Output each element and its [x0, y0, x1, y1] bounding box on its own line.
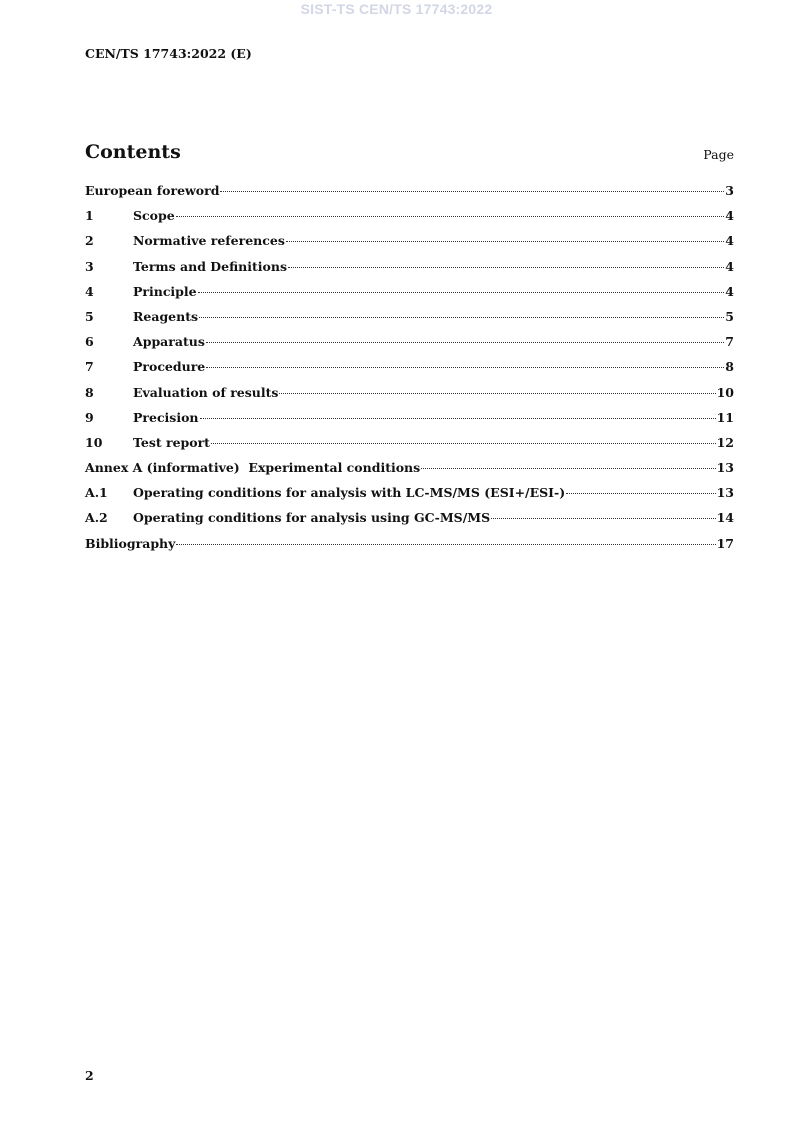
- page-column-label: Page: [703, 147, 734, 162]
- toc-entry-number: 2: [85, 233, 94, 249]
- toc-entry[interactable]: [85, 460, 734, 485]
- toc-entry-page: 10: [716, 384, 734, 400]
- toc-leader-dots: [176, 216, 725, 217]
- toc-entry[interactable]: [85, 510, 734, 535]
- toc-entry-title: Operating conditions for analysis using GC-MS/MS: [133, 510, 491, 526]
- toc-entry-title: Procedure: [133, 359, 206, 375]
- toc-entry[interactable]: [85, 208, 734, 233]
- toc-entry-page: 13: [716, 485, 734, 501]
- toc-entry-number: 10: [85, 434, 103, 450]
- toc-entry[interactable]: [85, 309, 734, 334]
- toc-entry-page: 13: [716, 460, 734, 476]
- toc-entry-number: 5: [85, 308, 94, 324]
- toc-leader-dots: [176, 544, 715, 545]
- toc-entry-title: Scope: [133, 208, 175, 224]
- toc-entry[interactable]: [85, 485, 734, 510]
- toc-leader-dots: [198, 292, 725, 293]
- toc-entry-page: 12: [716, 434, 734, 450]
- toc-entry[interactable]: [85, 435, 734, 460]
- toc-entry-title: Operating conditions for analysis with LC-MS/MS (ESI+/ESI-): [133, 485, 566, 501]
- toc-entry-title: Principle: [133, 283, 197, 299]
- toc-entry-page: 4: [725, 283, 734, 299]
- toc-entry-page: 14: [716, 510, 734, 526]
- toc-entry-page: 5: [725, 308, 734, 324]
- toc-entry[interactable]: [85, 359, 734, 384]
- table-of-contents: [85, 183, 734, 561]
- contents-title: Contents: [85, 141, 181, 163]
- toc-entry-title: Bibliography: [85, 535, 176, 551]
- toc-leader-dots: [206, 367, 724, 368]
- toc-entry-title: Test report: [133, 434, 210, 450]
- toc-entry-number: 6: [85, 334, 94, 350]
- toc-entry-title: Normative references: [133, 233, 285, 249]
- toc-entry-number: A.1: [85, 485, 108, 501]
- toc-entry[interactable]: [85, 183, 734, 208]
- toc-entry-page: 8: [725, 359, 734, 375]
- toc-entry-page: 3: [725, 183, 734, 198]
- toc-entry-title: Annex A (informative) Experimental conditions: [85, 460, 421, 476]
- toc-leader-dots: [421, 468, 715, 469]
- toc-entry-title: Reagents: [133, 308, 199, 324]
- toc-entry-number: 4: [85, 283, 94, 299]
- toc-leader-dots: [220, 191, 724, 192]
- toc-entry-title: Evaluation of results: [133, 384, 279, 400]
- toc-entry[interactable]: [85, 385, 734, 410]
- toc-leader-dots: [288, 267, 724, 268]
- toc-entry-number: A.2: [85, 510, 108, 526]
- toc-entry-number: 3: [85, 258, 94, 274]
- toc-entry-page: 4: [725, 208, 734, 224]
- toc-entry[interactable]: [85, 259, 734, 284]
- toc-entry-number: 1: [85, 208, 94, 224]
- toc-leader-dots: [211, 443, 716, 444]
- toc-entry-number: 8: [85, 384, 94, 400]
- toc-leader-dots: [279, 393, 715, 394]
- toc-entry-page: 7: [725, 334, 734, 350]
- toc-entry-number: 9: [85, 409, 94, 425]
- toc-leader-dots: [286, 241, 724, 242]
- toc-entry[interactable]: [85, 233, 734, 258]
- toc-leader-dots: [566, 493, 715, 494]
- toc-entry-number: 7: [85, 359, 94, 375]
- toc-entry[interactable]: [85, 410, 734, 435]
- toc-entry-page: 17: [716, 535, 734, 551]
- document-id: CEN/TS 17743:2022 (E): [85, 46, 252, 61]
- toc-entry[interactable]: [85, 334, 734, 359]
- toc-leader-dots: [199, 317, 724, 318]
- toc-leader-dots: [200, 418, 716, 419]
- toc-entry-title: Precision: [133, 409, 199, 425]
- toc-entry-page: 4: [725, 258, 734, 274]
- toc-leader-dots: [206, 342, 724, 343]
- toc-entry-title: Apparatus: [133, 334, 205, 350]
- toc-entry-title: Terms and Definitions: [133, 258, 288, 274]
- page-number: 2: [85, 1068, 94, 1083]
- watermark: SIST-TS CEN/TS 17743:2022: [300, 1, 493, 17]
- toc-leader-dots: [491, 518, 715, 519]
- toc-entry-title: European foreword: [85, 183, 220, 198]
- toc-entry-page: 11: [716, 409, 734, 425]
- toc-entry[interactable]: [85, 536, 734, 561]
- toc-entry[interactable]: [85, 284, 734, 309]
- toc-entry-page: 4: [725, 233, 734, 249]
